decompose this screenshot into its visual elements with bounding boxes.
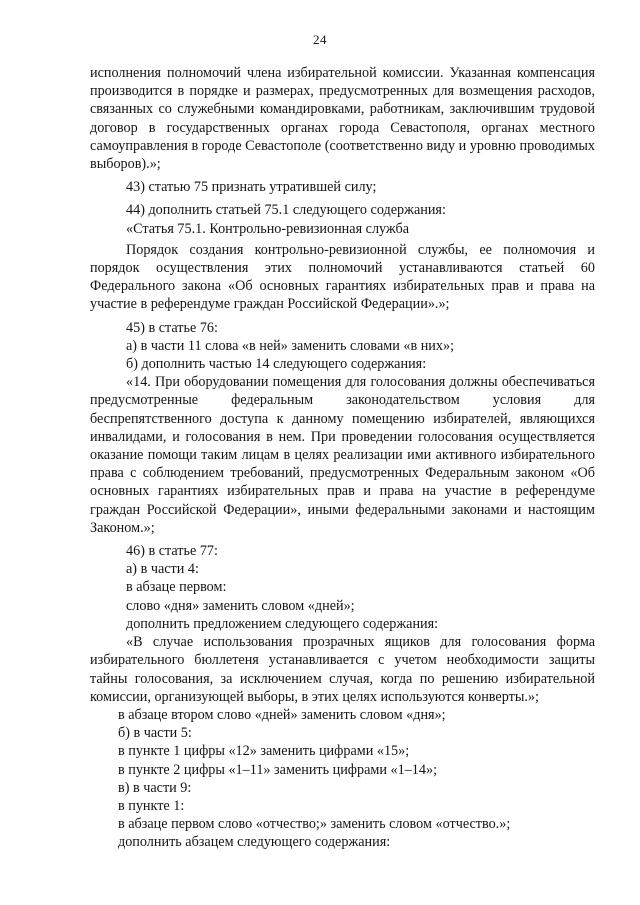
- paragraph: «В случае использования прозрачных ящиков для голосования форма избирательного бюллетеня устанавливается с учетом необходимости защиты тайны голосования, за исключением случая, когда по решению избирательной комиссии, организующей выборы, в этих целях используются конверты.»;: [90, 634, 595, 705]
- paragraph: Порядок создания контрольно-ревизионной службы, ее полномочия и порядок осуществления этих полномочий устанавливаются статьей 60 Федерального закона «Об основных гарантиях избирательных прав и права на участие в референдуме граждан Российской Федерации».»;: [90, 241, 595, 313]
- document-body: [90, 64, 595, 852]
- paragraph: в абзаце первом слово «отчество;» заменить словом «отчество.»;: [118, 816, 511, 833]
- paragraph: в пункте 2 цифры «1–11» заменить цифрами «1–14»;: [118, 761, 438, 778]
- paragraph: а) в части 4:: [126, 561, 199, 578]
- paragraph: б) в части 5:: [118, 725, 192, 742]
- paragraph: в пункте 1 цифры «12» заменить цифрами «15»;: [118, 743, 410, 760]
- paragraph: в) в части 9:: [118, 779, 192, 796]
- paragraph: в пункте 1:: [118, 797, 185, 814]
- paragraph: 44) дополнить статьей 75.1 следующего содержания:: [126, 202, 446, 219]
- paragraph: исполнения полномочий члена избирательной комиссии. Указанная компенсация производится в порядке и размерах, предусмотренных для возмещения расходов, связанных со служебными командировками, работникам, заключившим трудовой договор в государственных органах города Севастополя, органах местного самоуправления в городе Севастополе (соответственно виду и уровню проводимых выборов).»;: [90, 65, 595, 173]
- paragraph: 45) в статье 76:: [126, 319, 218, 336]
- paragraph: «Статья 75.1. Контрольно-ревизионная служба: [126, 220, 410, 237]
- paragraph: дополнить абзацем следующего содержания:: [118, 834, 391, 851]
- paragraph: в абзаце первом:: [126, 579, 227, 596]
- paragraph: а) в части 11 слова «в ней» заменить словами «в них»;: [126, 337, 455, 354]
- paragraph: слово «дня» заменить словом «дней»;: [126, 597, 355, 614]
- paragraph: 43) статью 75 признать утратившей силу;: [126, 179, 377, 196]
- paragraph: б) дополнить частью 14 следующего содержания:: [126, 356, 427, 373]
- paragraph: в абзаце втором слово «дней» заменить словом «дня»;: [118, 706, 446, 723]
- paragraph: «14. При оборудовании помещения для голосования должны обеспечиваться предусмотренные федеральным законодательством условия для беспрепятственного доступа к данному помещению избирателей, являющихся инвалидами, и голосования в нем. При проведении голосования осуществляется оказание помощи таким лицам в целях реализации ими активного избирательного права с соблюдением требований, предусмотренных Федеральным законом «Об основных гарантиях избирательных прав и права на участие в референдуме граждан Российской Федерации», иными федеральными законами и настоящим Законом.»;: [90, 374, 595, 536]
- paragraph: дополнить предложением следующего содержания:: [126, 615, 439, 632]
- page-number: 24: [313, 32, 327, 47]
- paragraph: 46) в статье 77:: [126, 543, 218, 560]
